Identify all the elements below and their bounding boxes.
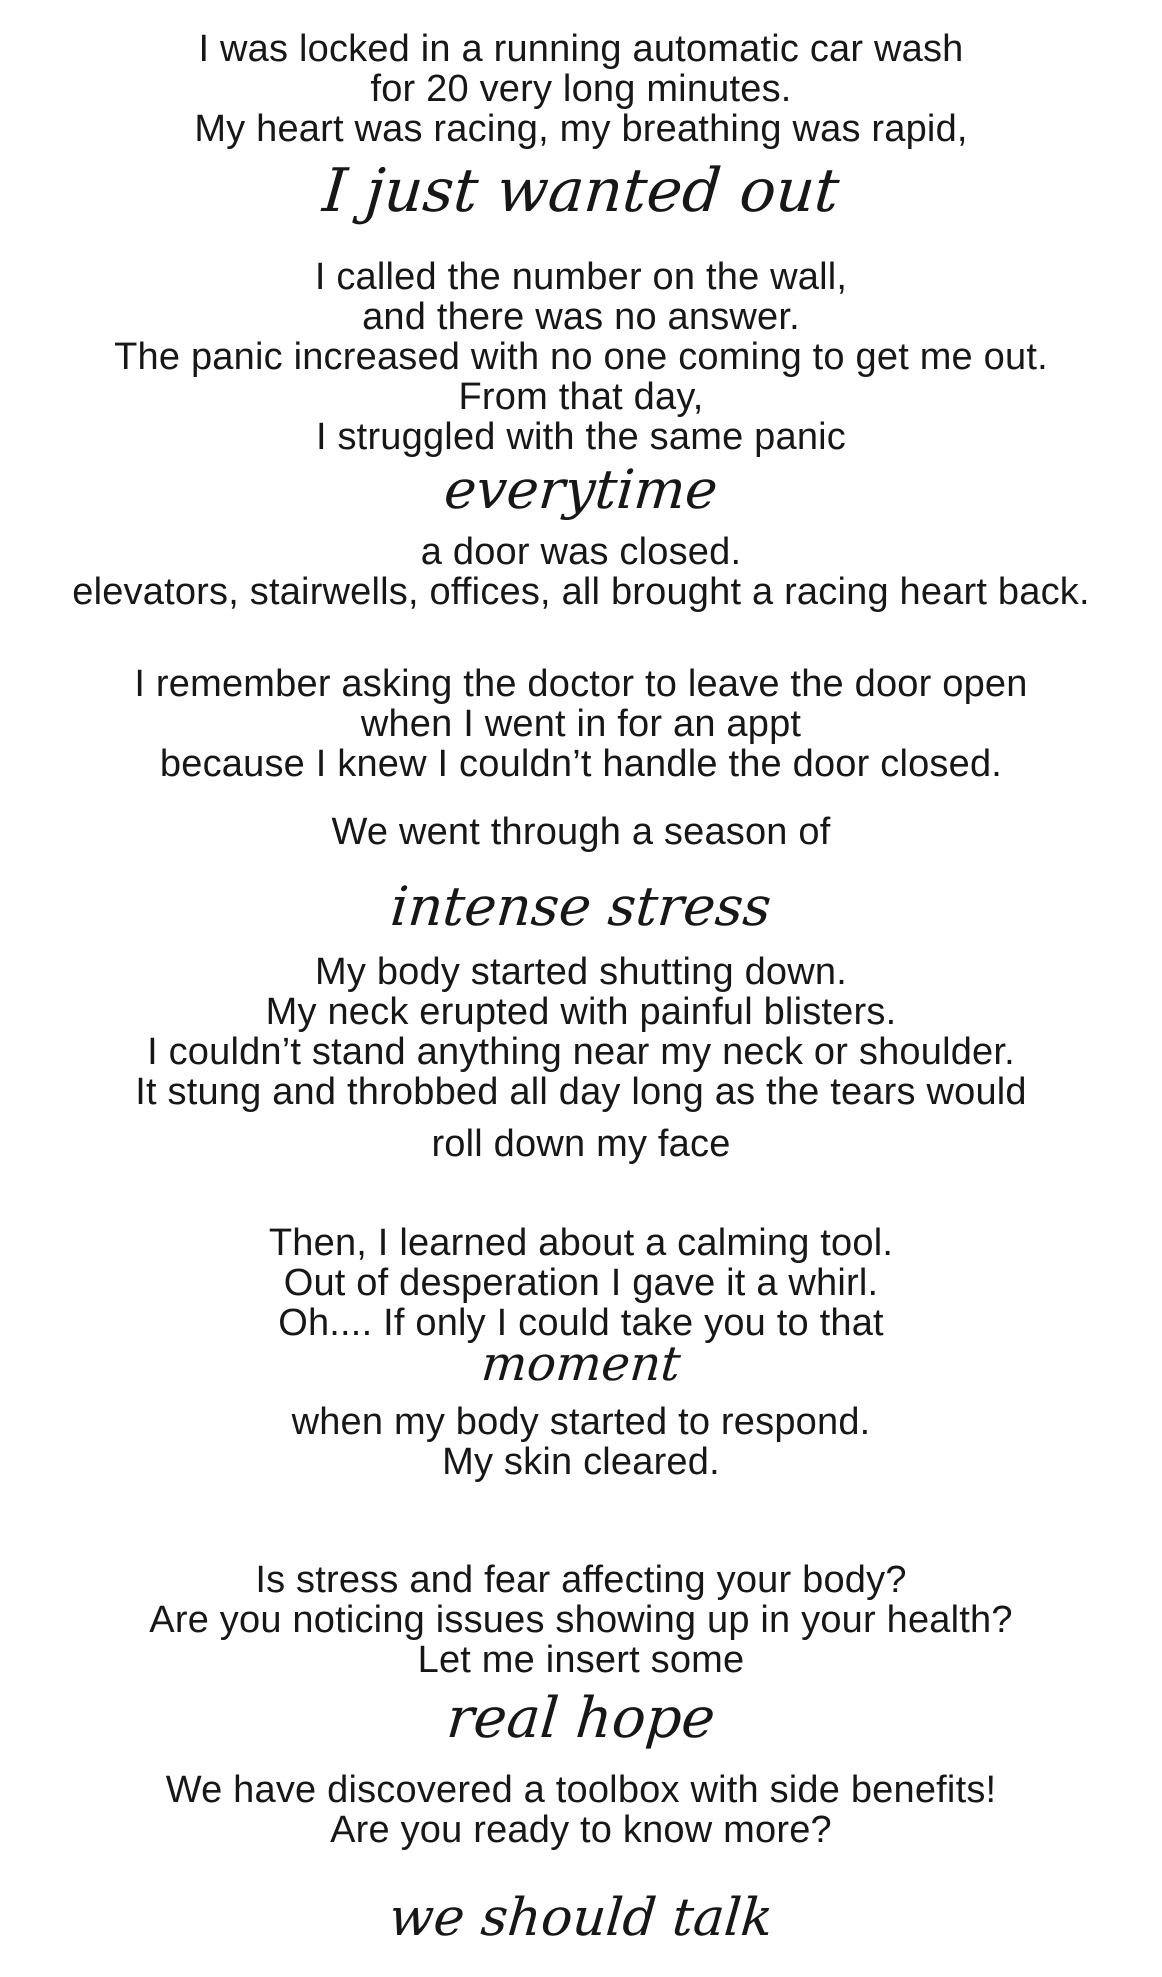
text-line: Is stress and fear affecting your body?	[255, 1559, 907, 1601]
text-line: I couldn’t stand anything near my neck or shoulder.	[147, 1031, 1015, 1073]
paragraph-doctor	[0, 664, 1162, 784]
text-line: because I knew I couldn’t handle the door closed.	[159, 743, 1003, 785]
text-line: The panic increased with no one coming to get me out.	[114, 336, 1048, 378]
text-line: Oh.... If only I could take you to that	[278, 1302, 884, 1344]
text-line: From that day,	[458, 376, 704, 418]
text-line: We went through a season of	[331, 811, 831, 853]
text-line: Are you noticing issues showing up in your health?	[149, 1599, 1013, 1641]
text-line: and there was no answer.	[362, 296, 800, 338]
text-line: Out of desperation I gave it a whirl.	[283, 1262, 879, 1304]
paragraph-respond	[0, 1402, 1162, 1482]
paragraph-toolbox	[0, 1770, 1162, 1850]
paragraph-intro	[0, 29, 1162, 149]
text-line: We have discovered a toolbox with side benefits!	[165, 1769, 997, 1811]
text-line: when I went in for an appt	[360, 703, 802, 745]
script-accent-we-should-talk: we should talk	[386, 1888, 776, 1948]
text-line: I struggled with the same panic	[315, 416, 847, 458]
text-line: I remember asking the doctor to leave the door open	[134, 663, 1028, 705]
text-line: My neck erupted with painful blisters.	[265, 991, 897, 1033]
paragraph-shutdown	[0, 952, 1162, 1112]
text-line: Are you ready to know more?	[330, 1809, 832, 1851]
script-accent-intense-stress: intense stress	[388, 875, 774, 938]
text-line: My skin cleared.	[442, 1441, 720, 1483]
text-line: Then, I learned about a calming tool.	[268, 1222, 894, 1264]
text-line: roll down my face	[431, 1123, 731, 1165]
paragraph-roll-down	[0, 1124, 1162, 1164]
text-line: It stung and throbbed all day long as the tears would	[135, 1071, 1027, 1113]
text-line: elevators, stairwells, offices, all brought a racing heart back.	[72, 571, 1090, 613]
paragraph-door-closed	[0, 532, 1162, 612]
text-line: a door was closed.	[420, 531, 742, 573]
text-line: My body started shutting down.	[315, 951, 847, 993]
paragraph-calming-tool	[0, 1223, 1162, 1343]
paragraph-season	[0, 812, 1162, 852]
text-line: I called the number on the wall,	[314, 256, 848, 298]
text-line: Let me insert some	[417, 1639, 745, 1681]
text-line: My heart was racing, my breathing was rapid,	[194, 108, 968, 150]
script-accent-moment: moment	[479, 1336, 683, 1392]
paragraph-no-answer	[0, 257, 1162, 457]
text-line: for 20 very long minutes.	[370, 68, 792, 110]
text-line: when my body started to respond.	[291, 1401, 871, 1443]
text-line: I was locked in a running automatic car wash	[198, 28, 964, 70]
paragraph-questions	[0, 1560, 1162, 1680]
script-accent-everytime: everytime	[441, 458, 721, 521]
script-accent-wanted-out: I just wanted out	[320, 156, 842, 226]
script-accent-real-hope: real hope	[444, 1686, 718, 1751]
